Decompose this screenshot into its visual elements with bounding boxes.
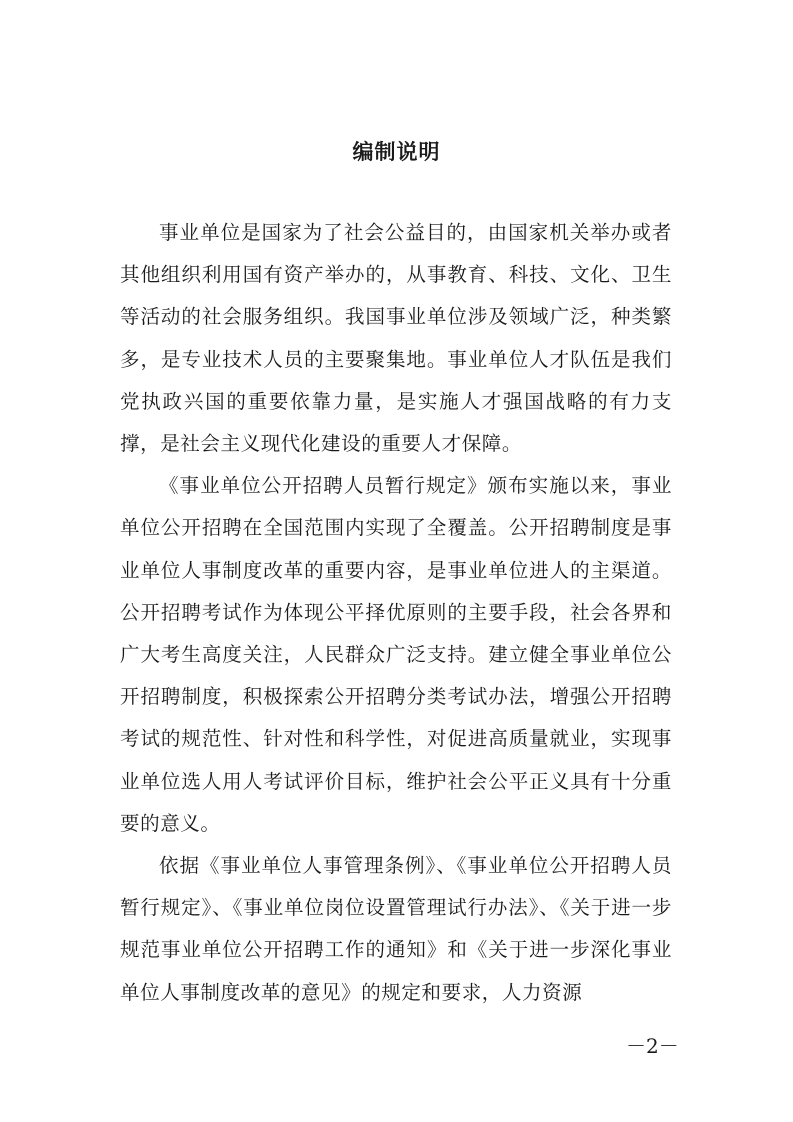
page-number: －2－ [626, 1034, 679, 1058]
paragraph: 依据《事业单位人事管理条例》、《事业单位公开招聘人员暂行规定》、《事业单位岗位设置管理试行办法》、《关于进一步规范事业单位公开招聘工作的通知》和《关于进一步深化事业单位人事制度改革的意见》的规定和要求，人力资源 [120, 854, 672, 1004]
page-title: 编制说明 [352, 140, 441, 164]
document-body [120, 212, 672, 1014]
paragraph: 事业单位是国家为了社会公益目的，由国家机关举办或者其他组织利用国有资产举办的，从事教育、科技、文化、卫生等活动的社会服务组织。我国事业单位涉及领域广泛，种类繁多，是专业技术人员的主要聚集地。事业单位人才队伍是我们党执政兴国的重要依靠力量，是实施人才强国战略的有力支撑，是社会主义现代化建设的重要人才保障。 [120, 221, 672, 456]
paragraph: 《事业单位公开招聘人员暂行规定》颁布实施以来，事业单位公开招聘在全国范围内实现了全覆盖。公开招聘制度是事业单位人事制度改革的重要内容，是事业单位进人的主渠道。公开招聘考试作为体现公平择优原则的主要手段，社会各界和广大考生高度关注，人民群众广泛支持。建立健全事业单位公开招聘制度，积极探索公开招聘分类考试办法，增强公开招聘考试的规范性、针对性和科学性，对促进高质量就业，实现事业单位选人用人考试评价目标，维护社会公平正义具有十分重要的意义。 [120, 474, 672, 835]
